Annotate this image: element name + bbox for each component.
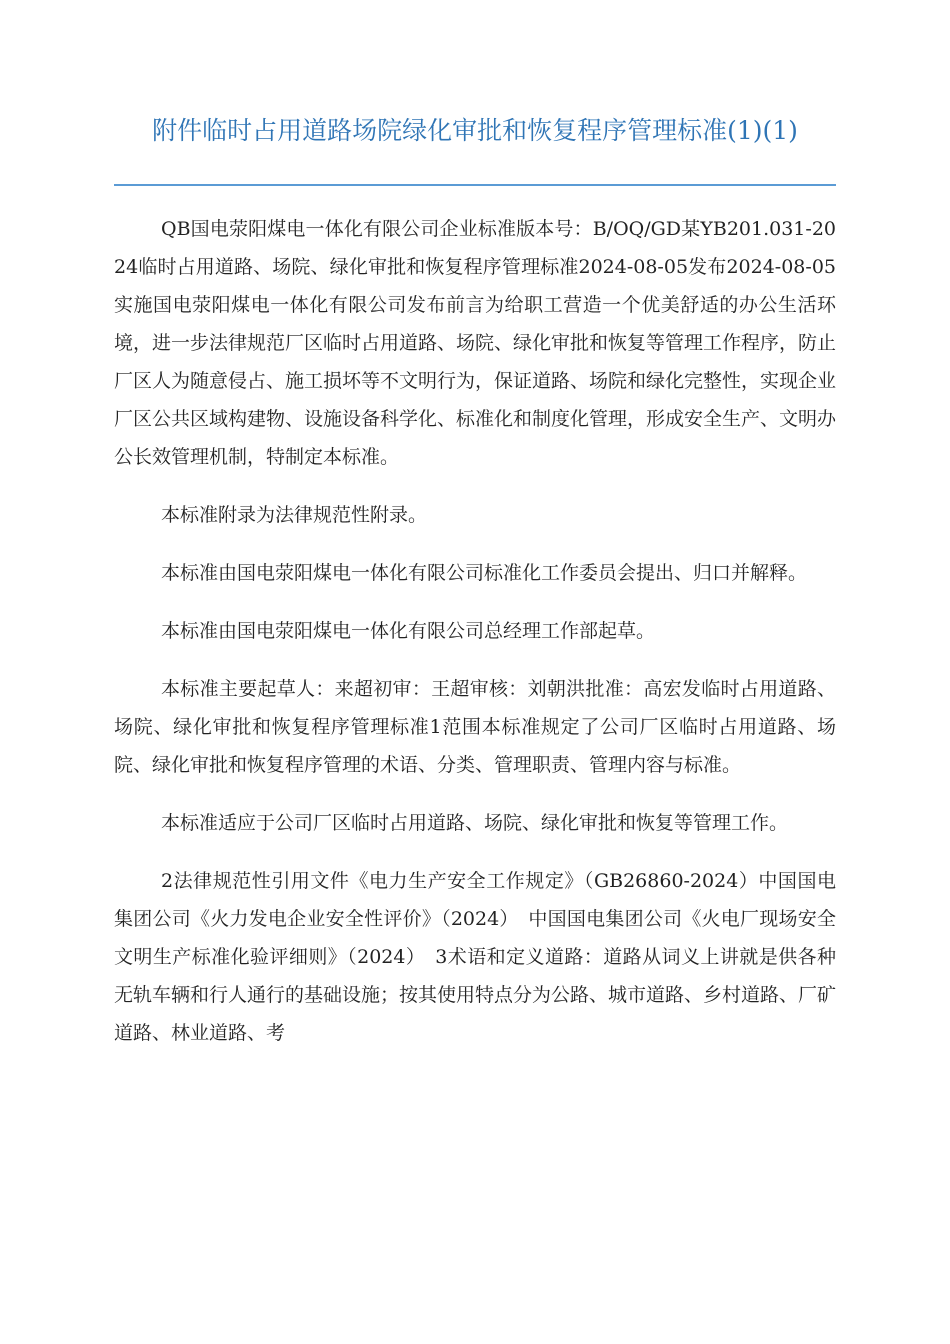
document-title: 附件临时占用道路场院绿化审批和恢复程序管理标准(1)(1)	[152, 116, 798, 145]
paragraph-drafter-dept: 本标准由国电荥阳煤电一体化有限公司总经理工作部起草。	[161, 620, 656, 642]
paragraph-applicability: 本标准适应于公司厂区临时占用道路、场院、绿化审批和恢复等管理工作。	[161, 812, 789, 834]
document-body	[114, 210, 836, 1072]
paragraph-preface: QB国电荥阳煤电一体化有限公司企业标准版本号：B/OQ/GD某YB201.031-2024临时占用道路、场院、绿化审批和恢复程序管理标准2024-08-05发布2024-08-05实施国电荥阳煤电一体化有限公司发布前言为给职工营造一个优美舒适的办公生活环境，进一步法律规范厂区临时占用道路、场院、绿化审批和恢复等管理工作程序，防止厂区人为随意侵占、施工损坏等不文明行为，保证道路、场院和绿化完整性，实现企业厂区公共区域构建物、设施设备科学化、标准化和制度化管理，形成安全生产、文明办公长效管理机制，特制定本标准。	[114, 218, 837, 468]
paragraph-proposer: 本标准由国电荥阳煤电一体化有限公司标准化工作委员会提出、归口并解释。	[161, 562, 808, 584]
title-underline	[114, 184, 836, 186]
paragraph-drafters-scope: 本标准主要起草人：来超初审：王超审核：刘朝洪批准：高宏发临时占用道路、场院、绿化审批和恢复程序管理标准1范围本标准规定了公司厂区临时占用道路、场院、绿化审批和恢复程序管理的术语、分类、管理职责、管理内容与标准。	[114, 678, 836, 776]
paragraph-appendix-note: 本标准附录为法律规范性附录。	[161, 504, 428, 526]
paragraph-references-terms: 2法律规范性引用文件《电力生产安全工作规定》（GB26860-2024）中国国电集团公司《火力发电企业安全性评价》（2024） 中国国电集团公司《火电厂现场安全文明生产标准化验评细则》（2024） 3术语和定义道路：道路从词义上讲就是供各种无轨车辆和行人通行的基础设施；按其使用特点分为公路、城市道路、乡村道路、厂矿道路、林业道路、考	[114, 870, 837, 1044]
